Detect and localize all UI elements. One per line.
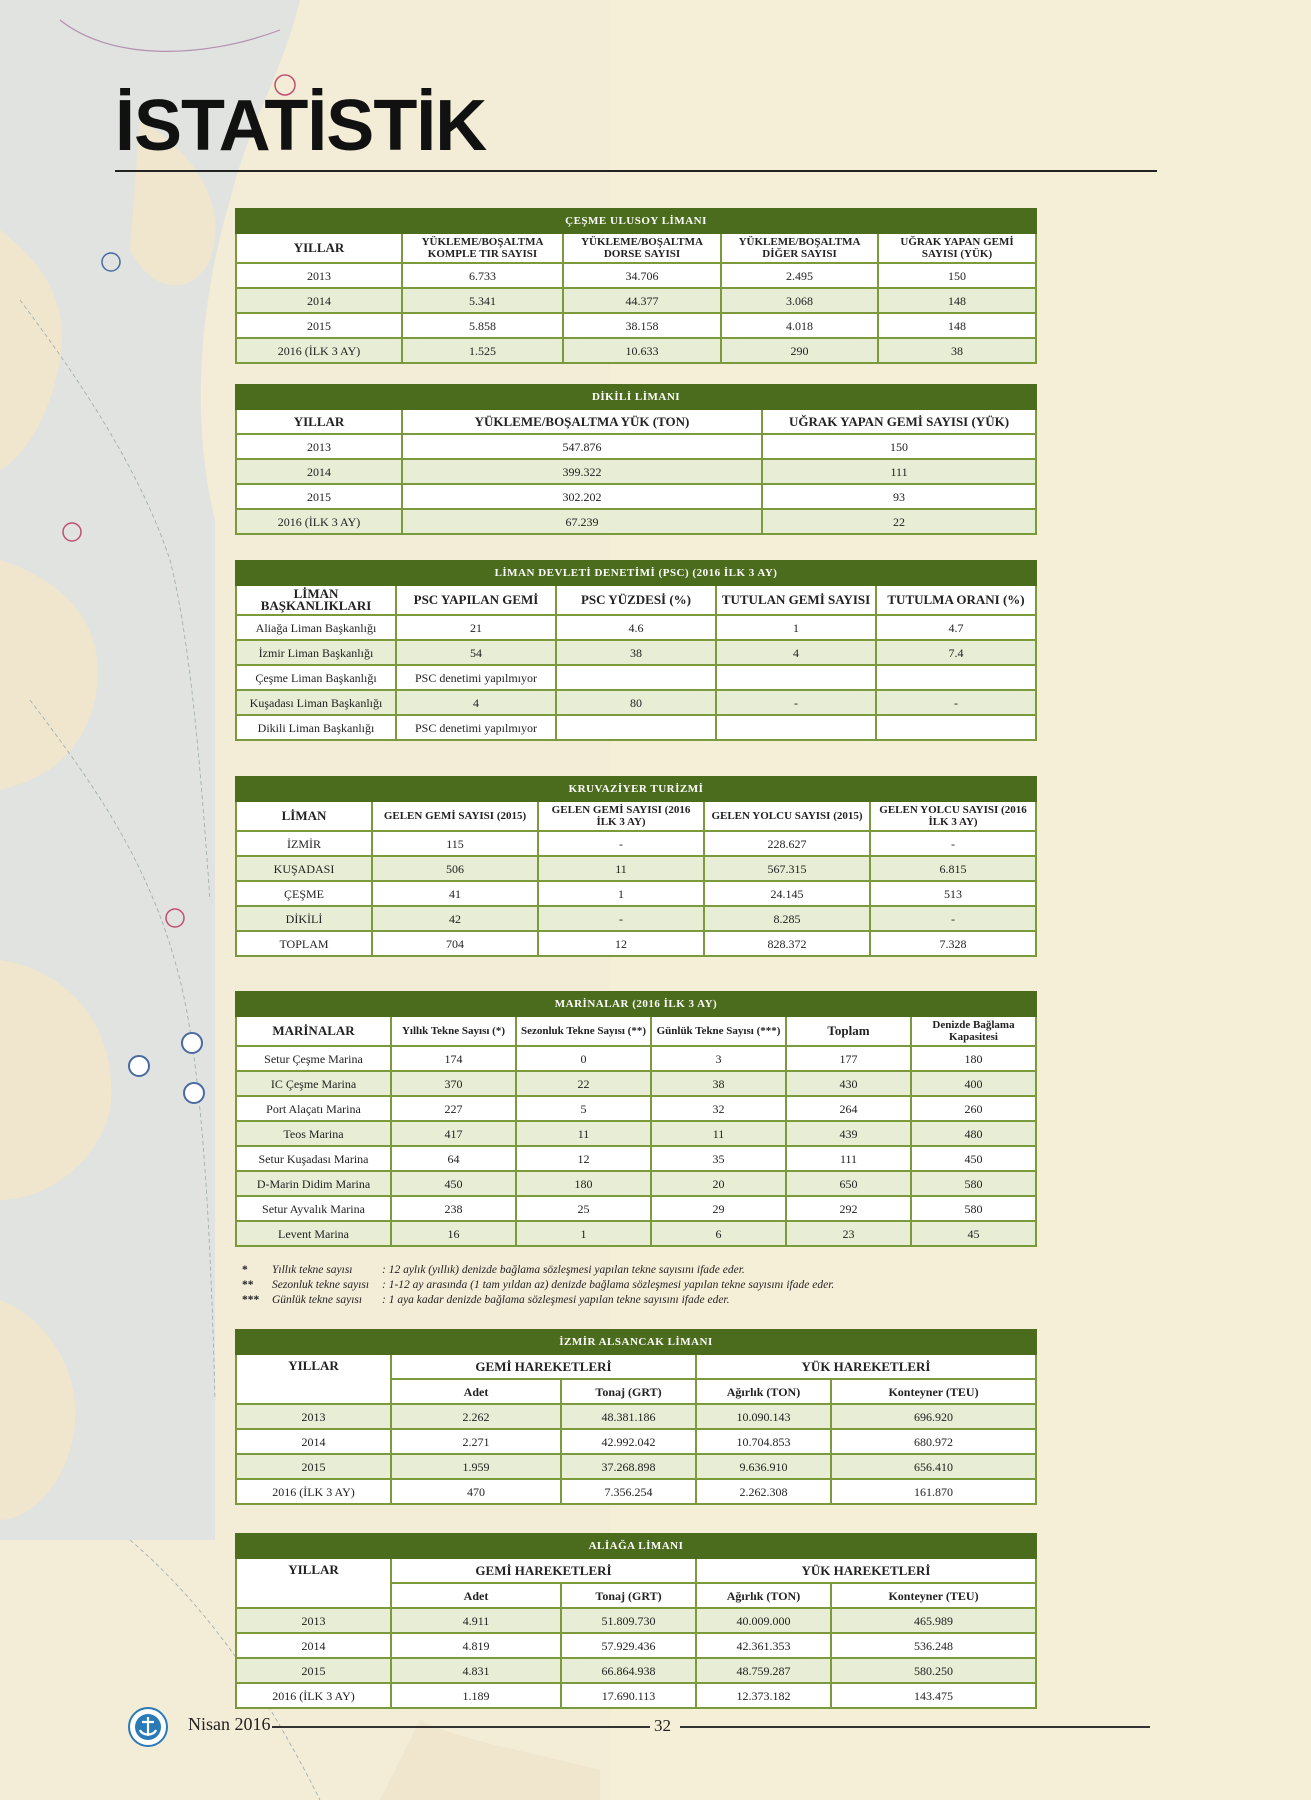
dikili-table [235, 384, 1037, 535]
table-cell: 66.864.938 [561, 1658, 696, 1683]
table-cell: 4.018 [721, 313, 878, 338]
table-cell: 450 [391, 1171, 516, 1196]
table-cell: 580 [911, 1171, 1036, 1196]
column-header: Tonaj (GRT) [561, 1583, 696, 1608]
marina-footnotes [242, 1263, 834, 1308]
table-row [236, 640, 1036, 665]
table-cell: 680.972 [831, 1429, 1036, 1454]
table-cell: 32 [651, 1096, 786, 1121]
table-cell: 148 [878, 313, 1036, 338]
marinas-table [235, 991, 1037, 1247]
table-cell: 177 [786, 1046, 911, 1071]
table-cell: 2016 (İLK 3 AY) [236, 1683, 391, 1708]
page-number: 32 [654, 1716, 671, 1735]
table-cell: 1.959 [391, 1454, 561, 1479]
table-row [236, 1096, 1036, 1121]
table-cell: - [870, 831, 1036, 856]
table-cell: 302.202 [402, 484, 762, 509]
table-cell: 9.636.910 [696, 1454, 831, 1479]
column-header: YÜKLEME/BOŞALTMA DORSE SAYISI [563, 233, 721, 263]
table-cell: 696.920 [831, 1404, 1036, 1429]
table-row [236, 690, 1036, 715]
table-row [236, 313, 1036, 338]
table-cell: 64 [391, 1146, 516, 1171]
group-header: GEMİ HAREKETLERİ [391, 1558, 696, 1583]
table-cell: 38 [556, 640, 716, 665]
table-row [236, 434, 1036, 459]
table-row [236, 1146, 1036, 1171]
column-header: GELEN YOLCU SAYISI (2015) [704, 801, 870, 831]
table-row [236, 1683, 1036, 1708]
column-header: Ağırlık (TON) [696, 1379, 831, 1404]
table-row [236, 1046, 1036, 1071]
table-cell: 547.876 [402, 434, 762, 459]
table-cell: İZMİR [236, 831, 372, 856]
table-cell: 2013 [236, 263, 402, 288]
table-row [236, 1121, 1036, 1146]
table-cell: 11 [651, 1121, 786, 1146]
table-cell: 2015 [236, 1454, 391, 1479]
table-cell: 11 [538, 856, 704, 881]
table-cell: Setur Ayvalık Marina [236, 1196, 391, 1221]
table-cell: İzmir Liman Başkanlığı [236, 640, 396, 665]
table-cell: 656.410 [831, 1454, 1036, 1479]
izmir-alsancak-table [235, 1329, 1037, 1505]
table-cell: 4.7 [876, 615, 1036, 640]
footnote-mark: * [242, 1264, 248, 1276]
table-cell [556, 665, 716, 690]
table-cell: 567.315 [704, 856, 870, 881]
table-cell: 10.704.853 [696, 1429, 831, 1454]
table-title: LİMAN DEVLETİ DENETİMİ (PSC) (2016 İLK 3 AY) [236, 561, 1036, 585]
cesme-ulusoy-table [235, 208, 1037, 364]
table-cell: 143.475 [831, 1683, 1036, 1708]
table-cell: 3.068 [721, 288, 878, 313]
table-cell: 8.285 [704, 906, 870, 931]
table-cell: 2014 [236, 1633, 391, 1658]
column-header: YILLAR [236, 1354, 391, 1404]
footnote-term: Günlük tekne sayısı [272, 1294, 363, 1306]
table-cell: 16 [391, 1221, 516, 1246]
table-cell: 228.627 [704, 831, 870, 856]
table-row [236, 906, 1036, 931]
table-cell: DİKİLİ [236, 906, 372, 931]
column-header: GELEN YOLCU SAYISI (2016 İLK 3 AY) [870, 801, 1036, 831]
group-header: YÜK HAREKETLERİ [696, 1558, 1036, 1583]
cruise-tourism-table [235, 776, 1037, 957]
column-header: TUTULMA ORANI (%) [876, 585, 1036, 615]
table-cell: - [876, 690, 1036, 715]
table-cell: 111 [786, 1146, 911, 1171]
table-cell: 41 [372, 881, 538, 906]
table-cell: 148 [878, 288, 1036, 313]
column-header: Tonaj (GRT) [561, 1379, 696, 1404]
table-cell: 4.911 [391, 1608, 561, 1633]
table-cell: 5.858 [402, 313, 563, 338]
column-header: Denizde Bağlama Kapasitesi [911, 1016, 1036, 1046]
footnote-term: Sezonluk tekne sayısı [272, 1279, 370, 1291]
table-cell: TOPLAM [236, 931, 372, 956]
footnote-term: Yıllık tekne sayısı [272, 1264, 353, 1276]
column-header: Adet [391, 1379, 561, 1404]
column-header: LİMAN [236, 801, 372, 831]
table-cell: 25 [516, 1196, 651, 1221]
table-cell: 67.239 [402, 509, 762, 534]
table-cell: 400 [911, 1071, 1036, 1096]
group-header: GEMİ HAREKETLERİ [391, 1354, 696, 1379]
table-cell: - [538, 906, 704, 931]
column-header: UĞRAK YAPAN GEMİ SAYISI (YÜK) [762, 409, 1036, 434]
table-cell: 264 [786, 1096, 911, 1121]
table-cell: 0 [516, 1046, 651, 1071]
table-cell: Çeşme Liman Başkanlığı [236, 665, 396, 690]
table-row [236, 288, 1036, 313]
table-cell: 4.6 [556, 615, 716, 640]
table-cell: ÇEŞME [236, 881, 372, 906]
table-cell: 12 [538, 931, 704, 956]
column-header: GELEN GEMİ SAYISI (2015) [372, 801, 538, 831]
table-cell: 180 [516, 1171, 651, 1196]
table-cell: 7.4 [876, 640, 1036, 665]
table-row [236, 715, 1036, 740]
table-cell: 10.633 [563, 338, 721, 363]
table-cell: 1 [716, 615, 876, 640]
table-cell: 51.809.730 [561, 1608, 696, 1633]
table-cell: Teos Marina [236, 1121, 391, 1146]
table-cell: 174 [391, 1046, 516, 1071]
table-cell: 2013 [236, 434, 402, 459]
column-header: GELEN GEMİ SAYISI (2016 İLK 3 AY) [538, 801, 704, 831]
table-row [236, 1633, 1036, 1658]
column-header: YILLAR [236, 409, 402, 434]
footnote [242, 1278, 834, 1293]
table-cell: 828.372 [704, 931, 870, 956]
table-cell: 17.690.113 [561, 1683, 696, 1708]
table-cell: 465.989 [831, 1608, 1036, 1633]
table-cell: Setur Kuşadası Marina [236, 1146, 391, 1171]
table-cell: 4.831 [391, 1658, 561, 1683]
table-cell: Setur Çeşme Marina [236, 1046, 391, 1071]
column-header: PSC YAPILAN GEMİ [396, 585, 556, 615]
table-cell: 180 [911, 1046, 1036, 1071]
table-cell: PSC denetimi yapılmıyor [396, 665, 556, 690]
table-cell [876, 715, 1036, 740]
table-row [236, 1658, 1036, 1683]
footnote [242, 1263, 834, 1278]
table-row [236, 615, 1036, 640]
table-cell: 44.377 [563, 288, 721, 313]
table-cell: Port Alaçatı Marina [236, 1096, 391, 1121]
table-cell: 2014 [236, 288, 402, 313]
table-cell: 450 [911, 1146, 1036, 1171]
table-row [236, 881, 1036, 906]
table-cell: 6.733 [402, 263, 563, 288]
column-header: Adet [391, 1583, 561, 1608]
table-cell: 150 [762, 434, 1036, 459]
table-cell: 417 [391, 1121, 516, 1146]
column-header: Ağırlık (TON) [696, 1583, 831, 1608]
table-cell: 38 [651, 1071, 786, 1096]
column-header: YILLAR [236, 233, 402, 263]
table-cell: 29 [651, 1196, 786, 1221]
aliaga-table [235, 1533, 1037, 1709]
table-title: İZMİR ALSANCAK LİMANI [236, 1330, 1036, 1354]
table-cell: 93 [762, 484, 1036, 509]
table-cell: 10.090.143 [696, 1404, 831, 1429]
table-cell: 24.145 [704, 881, 870, 906]
table-cell: - [870, 906, 1036, 931]
table-cell: 292 [786, 1196, 911, 1221]
table-cell: 12.373.182 [696, 1683, 831, 1708]
table-cell: 48.759.287 [696, 1658, 831, 1683]
table-cell: 2016 (İLK 3 AY) [236, 338, 402, 363]
table-cell: 40.009.000 [696, 1608, 831, 1633]
column-header: Konteyner (TEU) [831, 1583, 1036, 1608]
table-cell: 506 [372, 856, 538, 881]
table-cell: 23 [786, 1221, 911, 1246]
table-cell: - [716, 690, 876, 715]
column-header: YÜKLEME/BOŞALTMA YÜK (TON) [402, 409, 762, 434]
table-cell: D-Marin Didim Marina [236, 1171, 391, 1196]
table-cell: 38 [878, 338, 1036, 363]
table-cell: 2.495 [721, 263, 878, 288]
table-row [236, 1196, 1036, 1221]
table-cell: 704 [372, 931, 538, 956]
table-cell: 42 [372, 906, 538, 931]
table-cell: 2.262 [391, 1404, 561, 1429]
table-row [236, 856, 1036, 881]
table-cell: 42.992.042 [561, 1429, 696, 1454]
column-header: Sezonluk Tekne Sayısı (**) [516, 1016, 651, 1046]
table-cell: 2016 (İLK 3 AY) [236, 509, 402, 534]
table-cell: 480 [911, 1121, 1036, 1146]
table-cell: PSC denetimi yapılmıyor [396, 715, 556, 740]
column-header: YÜKLEME/BOŞALTMA DİĞER SAYISI [721, 233, 878, 263]
table-cell: 2014 [236, 459, 402, 484]
psc-table [235, 560, 1037, 741]
page-title: İSTATİSTİK [115, 86, 487, 166]
table-cell: 2.262.308 [696, 1479, 831, 1504]
table-row [236, 338, 1036, 363]
table-row [236, 665, 1036, 690]
table-cell: 3 [651, 1046, 786, 1071]
table-cell: 238 [391, 1196, 516, 1221]
table-cell: 370 [391, 1071, 516, 1096]
table-cell: 54 [396, 640, 556, 665]
table-cell: 37.268.898 [561, 1454, 696, 1479]
table-cell: 12 [516, 1146, 651, 1171]
table-row [236, 1429, 1036, 1454]
table-cell: 2015 [236, 313, 402, 338]
table-title: KRUVAZİYER TURİZMİ [236, 777, 1036, 801]
table-cell: 1 [538, 881, 704, 906]
table-cell: - [538, 831, 704, 856]
table-cell: 111 [762, 459, 1036, 484]
table-cell: 5 [516, 1096, 651, 1121]
table-row [236, 263, 1036, 288]
table-cell: IC Çeşme Marina [236, 1071, 391, 1096]
table-cell: 227 [391, 1096, 516, 1121]
table-cell: 5.341 [402, 288, 563, 313]
table-cell: 21 [396, 615, 556, 640]
table-cell: 38.158 [563, 313, 721, 338]
table-cell: 536.248 [831, 1633, 1036, 1658]
table-cell: 34.706 [563, 263, 721, 288]
table-cell [716, 715, 876, 740]
table-title: DİKİLİ LİMANI [236, 385, 1036, 409]
table-cell: Kuşadası Liman Başkanlığı [236, 690, 396, 715]
table-row [236, 1171, 1036, 1196]
table-cell: 2015 [236, 484, 402, 509]
footnote-text: : 12 aylık (yıllık) denizde bağlama sözleşmesi yapılan tekne sayısını ifade eder. [382, 1264, 745, 1276]
table-cell: 2.271 [391, 1429, 561, 1454]
table-cell: 6.815 [870, 856, 1036, 881]
table-cell: 35 [651, 1146, 786, 1171]
table-cell: 1 [516, 1221, 651, 1246]
table-cell [716, 665, 876, 690]
table-row [236, 1221, 1036, 1246]
footer-date: Nisan 2016 [188, 1714, 271, 1734]
column-header: Günlük Tekne Sayısı (***) [651, 1016, 786, 1046]
table-cell: 115 [372, 831, 538, 856]
table-title: MARİNALAR (2016 İLK 3 AY) [236, 992, 1036, 1016]
table-cell: 260 [911, 1096, 1036, 1121]
column-header: TUTULAN GEMİ SAYISI [716, 585, 876, 615]
column-header: YÜKLEME/BOŞALTMA KOMPLE TIR SAYISI [402, 233, 563, 263]
column-header: Yıllık Tekne Sayısı (*) [391, 1016, 516, 1046]
table-cell: 399.322 [402, 459, 762, 484]
footnote-text: : 1-12 ay arasında (1 tam yıldan az) denizde bağlama sözleşmesi yapılan tekne sayısını ifade eder. [382, 1279, 835, 1291]
table-cell: 439 [786, 1121, 911, 1146]
table-cell: 4.819 [391, 1633, 561, 1658]
table-cell: 57.929.436 [561, 1633, 696, 1658]
footnote [242, 1293, 834, 1308]
table-cell: 1.525 [402, 338, 563, 363]
title-rule [115, 170, 1157, 172]
footer-rule [680, 1726, 1150, 1728]
table-cell: 7.356.254 [561, 1479, 696, 1504]
table-cell: 580 [911, 1196, 1036, 1221]
table-cell: 42.361.353 [696, 1633, 831, 1658]
table-cell: 2015 [236, 1658, 391, 1683]
table-cell: 22 [516, 1071, 651, 1096]
table-cell [556, 715, 716, 740]
table-cell: 45 [911, 1221, 1036, 1246]
table-cell: 2016 (İLK 3 AY) [236, 1479, 391, 1504]
table-cell: Dikili Liman Başkanlığı [236, 715, 396, 740]
table-cell: 22 [762, 509, 1036, 534]
table-cell: 2013 [236, 1608, 391, 1633]
table-row [236, 1404, 1036, 1429]
column-header: Toplam [786, 1016, 911, 1046]
table-row [236, 509, 1036, 534]
table-cell: 513 [870, 881, 1036, 906]
table-cell: 11 [516, 1121, 651, 1146]
column-header: UĞRAK YAPAN GEMİ SAYISI (YÜK) [878, 233, 1036, 263]
table-row [236, 1479, 1036, 1504]
column-header: YILLAR [236, 1558, 391, 1608]
table-cell [876, 665, 1036, 690]
table-cell: 2014 [236, 1429, 391, 1454]
table-cell: 20 [651, 1171, 786, 1196]
table-cell: 1.189 [391, 1683, 561, 1708]
footnote-text: : 1 aya kadar denizde bağlama sözleşmesi yapılan tekne sayısını ifade eder. [382, 1294, 730, 1306]
footer-rule [272, 1726, 650, 1728]
table-cell: 6 [651, 1221, 786, 1246]
table-cell: 650 [786, 1171, 911, 1196]
table-cell: 4 [716, 640, 876, 665]
table-cell: Aliağa Liman Başkanlığı [236, 615, 396, 640]
table-row [236, 1454, 1036, 1479]
table-cell: 430 [786, 1071, 911, 1096]
table-cell: 580.250 [831, 1658, 1036, 1683]
table-cell: 48.381.186 [561, 1404, 696, 1429]
table-cell: KUŞADASI [236, 856, 372, 881]
table-cell: 161.870 [831, 1479, 1036, 1504]
table-cell: 2013 [236, 1404, 391, 1429]
table-cell: 4 [396, 690, 556, 715]
group-header: YÜK HAREKETLERİ [696, 1354, 1036, 1379]
table-title: ALİAĞA LİMANI [236, 1534, 1036, 1558]
anchor-logo-icon [128, 1707, 168, 1747]
table-row [236, 484, 1036, 509]
table-row [236, 1608, 1036, 1633]
column-header: PSC YÜZDESİ (%) [556, 585, 716, 615]
table-row [236, 459, 1036, 484]
column-header: MARİNALAR [236, 1016, 391, 1046]
column-header: Konteyner (TEU) [831, 1379, 1036, 1404]
footnote-mark: *** [242, 1294, 260, 1306]
table-row [236, 931, 1036, 956]
table-cell: 7.328 [870, 931, 1036, 956]
table-cell: 150 [878, 263, 1036, 288]
table-row [236, 1071, 1036, 1096]
table-title: ÇEŞME ULUSOY LİMANI [236, 209, 1036, 233]
column-header: LİMAN BAŞKANLIKLARI [236, 585, 396, 615]
footnote-mark: ** [242, 1279, 254, 1291]
table-cell: 290 [721, 338, 878, 363]
table-row [236, 831, 1036, 856]
table-cell: 470 [391, 1479, 561, 1504]
table-cell: Levent Marina [236, 1221, 391, 1246]
table-cell: 80 [556, 690, 716, 715]
